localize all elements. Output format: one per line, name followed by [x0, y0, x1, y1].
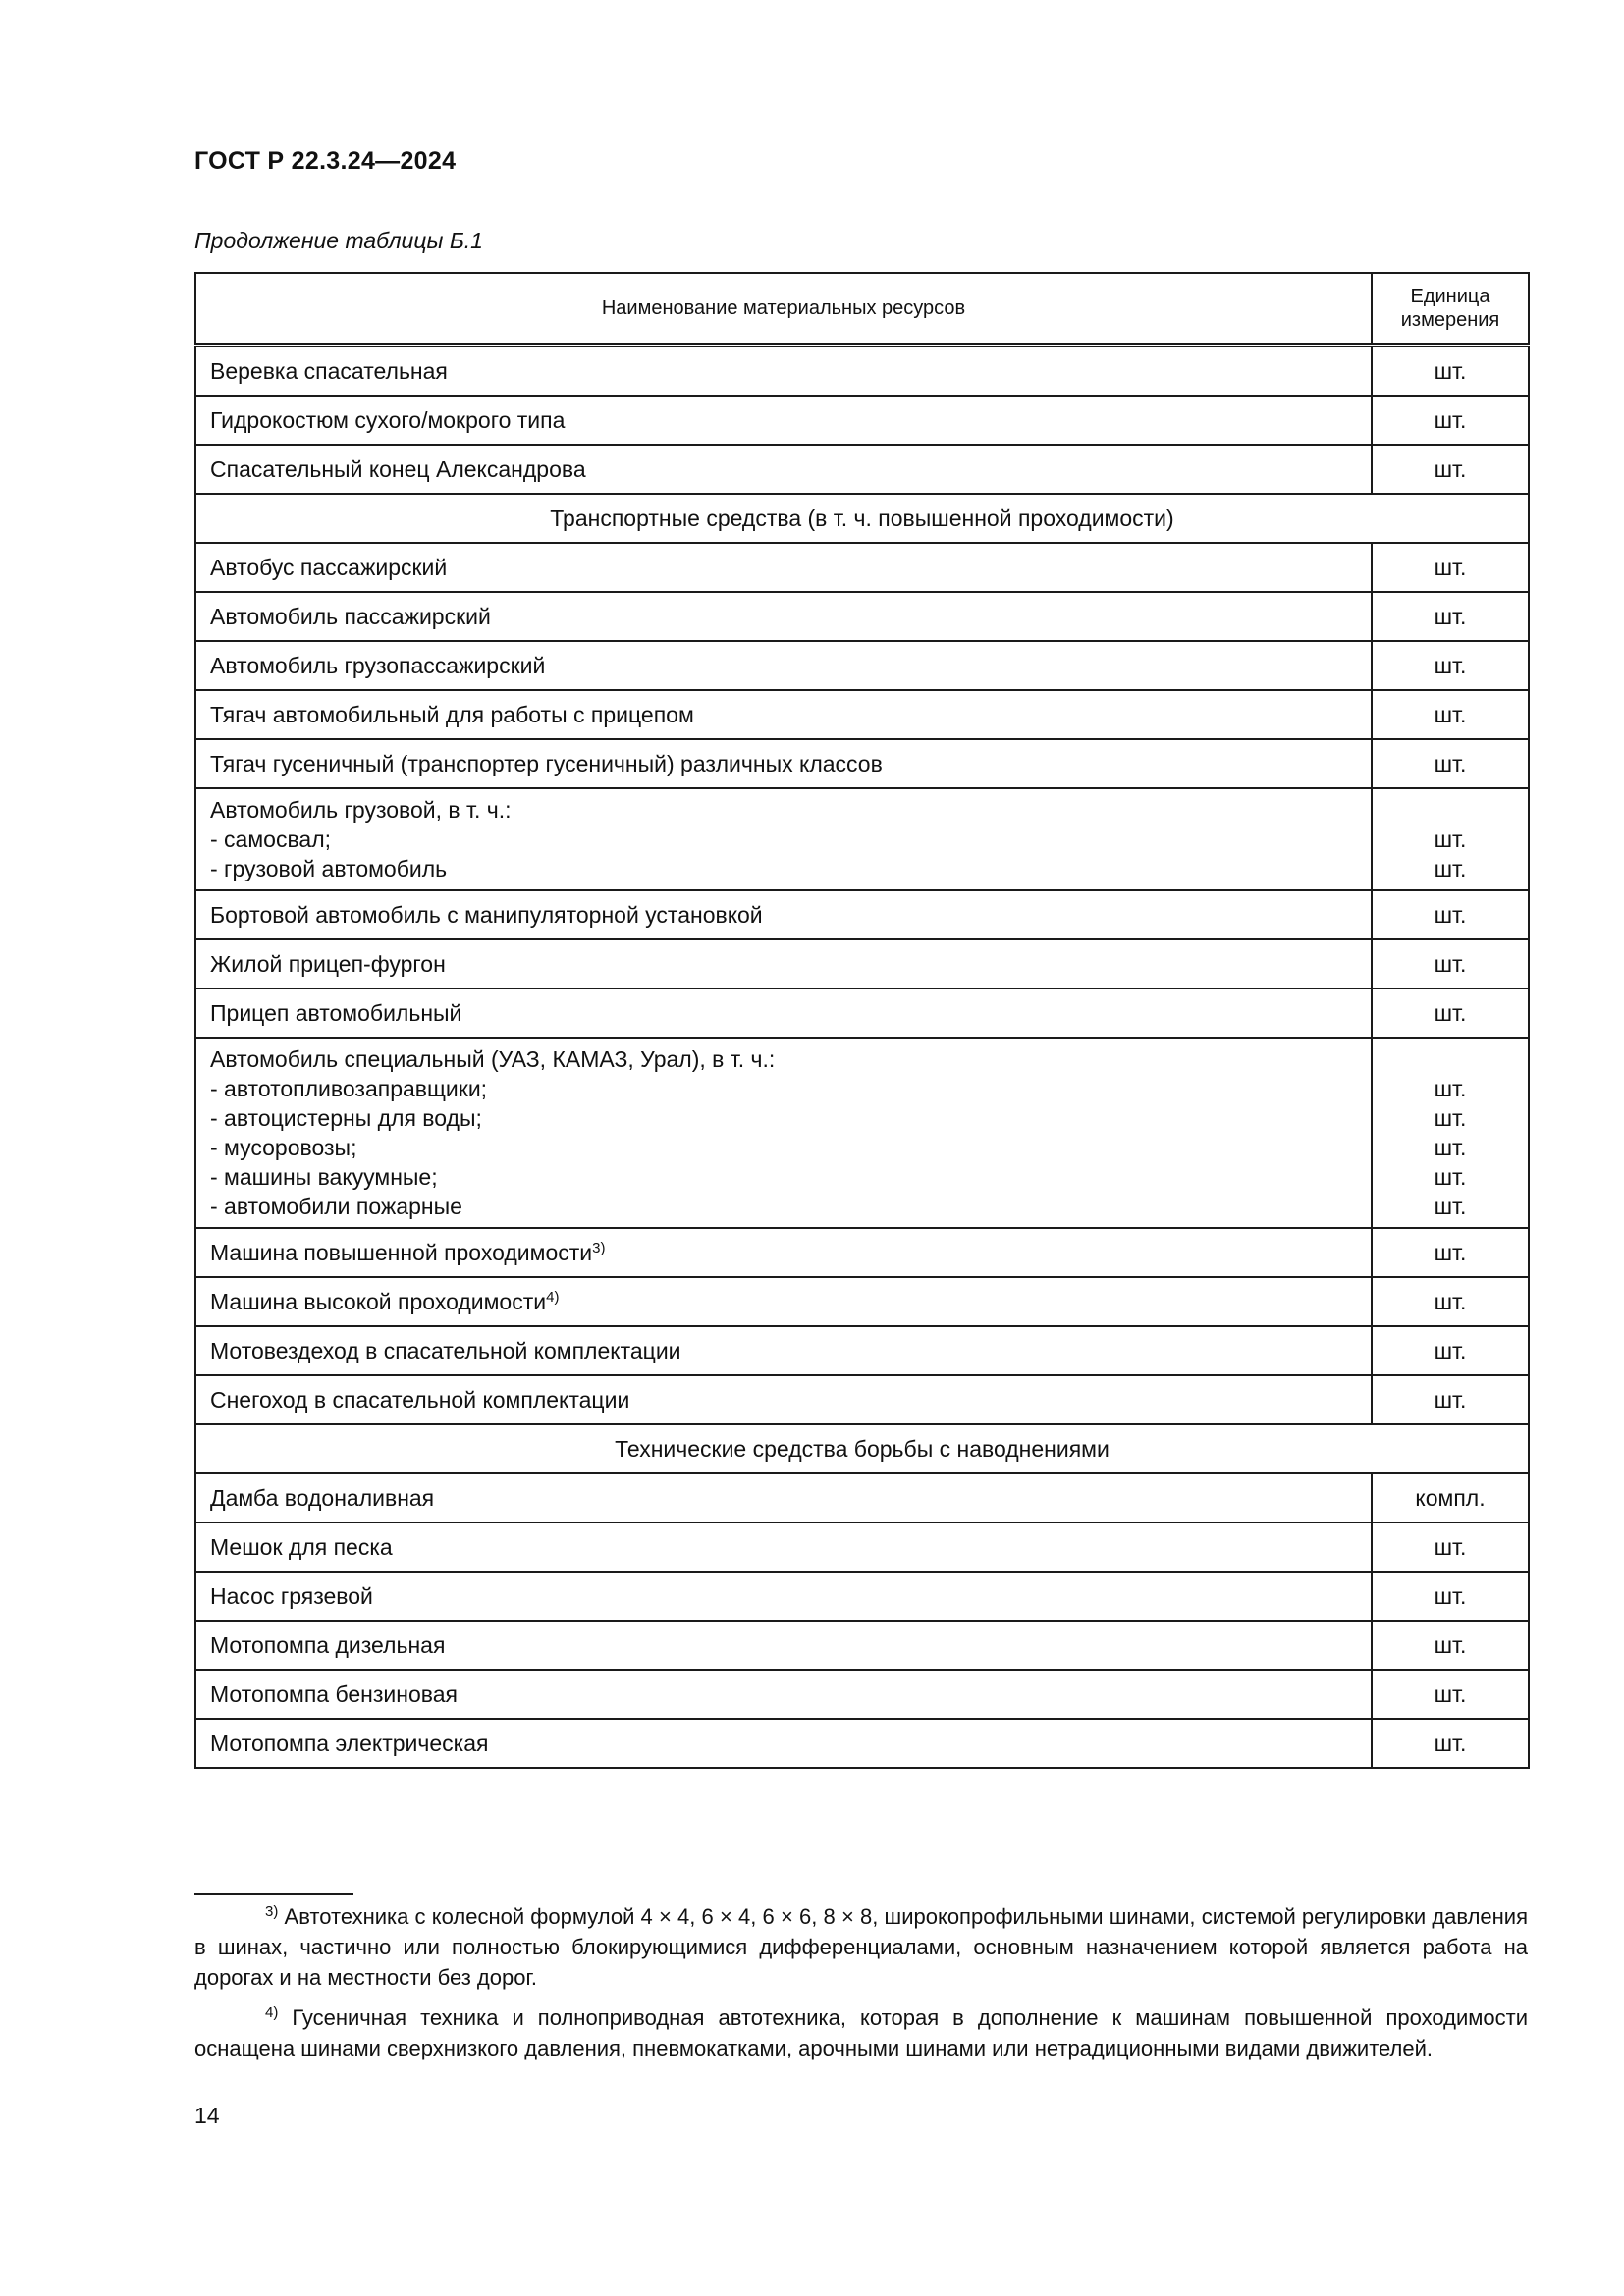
- resource-name-cell: [195, 346, 1372, 397]
- resource-name-cell: [195, 1277, 1372, 1326]
- resource-name-line: - машины вакуумные;: [210, 1164, 438, 1190]
- resource-name-cell: [195, 939, 1372, 988]
- unit-value: шт.: [1434, 1194, 1467, 1219]
- column-header-unit-line1: Единица: [1410, 286, 1490, 307]
- unit-cell: шт.: [1372, 1375, 1529, 1424]
- unit-cell: шт.: [1372, 890, 1529, 939]
- resource-name: Автобус пассажирский: [210, 555, 448, 580]
- unit-cell: шт.: [1372, 1228, 1529, 1277]
- resource-name: Мотовездеход в спасательной комплектации: [210, 1338, 681, 1363]
- resource-name: Бортовой автомобиль с манипуляторной установкой: [210, 902, 763, 928]
- resource-name-line: Автомобиль грузовой, в т. ч.:: [210, 797, 512, 823]
- resource-name-cell: [195, 1228, 1372, 1277]
- resource-name: Мотопомпа электрическая: [210, 1731, 489, 1756]
- unit-cell: шт.: [1372, 346, 1529, 397]
- resources-table: [194, 272, 1530, 1769]
- resource-name: Мешок для песка: [210, 1534, 393, 1560]
- table-body: [195, 346, 1529, 1769]
- resource-name: Мотопомпа бензиновая: [210, 1682, 458, 1707]
- unit-value: [1373, 795, 1528, 825]
- unit-value: шт.: [1434, 827, 1467, 852]
- footnote-3: [194, 1901, 1528, 1993]
- unit-cell: шт.: [1372, 739, 1529, 788]
- resource-name-line: Автомобиль специальный (УАЗ, КАМАЗ, Урал), в т. ч.:: [210, 1046, 776, 1072]
- resource-name-cell: [195, 641, 1372, 690]
- table-row: [195, 346, 1529, 397]
- unit-cell: шт.: [1372, 1522, 1529, 1572]
- section-title: Транспортные средства (в т. ч. повышенной проходимости): [195, 494, 1529, 543]
- resource-name: Насос грязевой: [210, 1583, 373, 1609]
- section-header-row: [195, 494, 1529, 543]
- resource-name-cell: [195, 1670, 1372, 1719]
- table-row: [195, 1375, 1529, 1424]
- section-header-row: [195, 1424, 1529, 1473]
- table-row: [195, 592, 1529, 641]
- unit-value: шт.: [1434, 1076, 1467, 1101]
- resource-name-cell: [195, 592, 1372, 641]
- resource-name-cell: [195, 1473, 1372, 1522]
- resource-name-line: - автотопливозаправщики;: [210, 1076, 488, 1101]
- table-row: [195, 1670, 1529, 1719]
- column-header-name: Наименование материальных ресурсов: [195, 273, 1372, 346]
- unit-cell: шт.: [1372, 1277, 1529, 1326]
- resource-name-cell: [195, 739, 1372, 788]
- table-row: [195, 890, 1529, 939]
- table-row: [195, 690, 1529, 739]
- resource-name-cell: [195, 1719, 1372, 1768]
- resource-name-line: - самосвал;: [210, 827, 332, 852]
- table-row: [195, 1326, 1529, 1375]
- resource-name: Мотопомпа дизельная: [210, 1632, 446, 1658]
- unit-cell: шт.: [1372, 939, 1529, 988]
- unit-cell: шт.: [1372, 988, 1529, 1038]
- resource-name-line: - грузовой автомобиль: [210, 856, 448, 881]
- resource-name: Машина высокой проходимости: [210, 1289, 547, 1314]
- table-row: [195, 641, 1529, 690]
- table-row: [195, 1473, 1529, 1522]
- footnote-text: Гусеничная техника и полноприводная автотехника, которая в дополнение к машинам повышенной проходимости оснащена шинами сверхнизкого давления, пневмокатками, арочными шинами или нетрадиционными видами движителей.: [194, 2005, 1528, 2060]
- footnote-4: [194, 2002, 1528, 2063]
- unit-cell: шт.: [1372, 592, 1529, 641]
- resource-name-cell: [195, 1326, 1372, 1375]
- resource-name: Тягач гусеничный (транспортер гусеничный) различных классов: [210, 751, 883, 776]
- footnote-reference: 4): [546, 1289, 560, 1306]
- unit-cell: шт.: [1372, 1670, 1529, 1719]
- section-title: Технические средства борьбы с наводнениями: [195, 1424, 1529, 1473]
- resource-name: Машина повышенной проходимости: [210, 1240, 593, 1265]
- table-caption: Продолжение таблицы Б.1: [194, 228, 483, 253]
- resource-name-cell: [195, 890, 1372, 939]
- column-header-unit-line2: измерения: [1400, 309, 1500, 331]
- table-row: [195, 1228, 1529, 1277]
- unit-cell: компл.: [1372, 1473, 1529, 1522]
- resource-name-line: - мусоровозы;: [210, 1135, 357, 1160]
- resource-name-cell: [195, 1375, 1372, 1424]
- resource-name-cell: [195, 1522, 1372, 1572]
- footnote-mark: 4): [265, 2004, 279, 2021]
- page-number: 14: [194, 2103, 220, 2128]
- unit-cell: шт.: [1372, 690, 1529, 739]
- unit-cell: шт.: [1372, 396, 1529, 445]
- resource-name: Жилой прицеп-фургон: [210, 951, 446, 977]
- footnote-mark: 3): [265, 1903, 279, 1920]
- resource-name-cell: [195, 543, 1372, 592]
- table-row: [195, 939, 1529, 988]
- resource-name-cell: [195, 396, 1372, 445]
- table-row: [195, 1522, 1529, 1572]
- unit-value: шт.: [1434, 1135, 1467, 1160]
- table-row: [195, 988, 1529, 1038]
- table-row: [195, 543, 1529, 592]
- resource-name: Снегоход в спасательной комплектации: [210, 1387, 630, 1413]
- table-row: [195, 1277, 1529, 1326]
- unit-value: шт.: [1434, 856, 1467, 881]
- resource-name-line: - автоцистерны для воды;: [210, 1105, 482, 1131]
- resource-name-cell: [195, 690, 1372, 739]
- resource-name: Автомобиль пассажирский: [210, 604, 491, 629]
- unit-cell: шт.: [1372, 1719, 1529, 1768]
- unit-cell: шт.: [1372, 445, 1529, 494]
- resource-name: Тягач автомобильный для работы с прицепом: [210, 702, 694, 727]
- table-header-row: [195, 273, 1529, 346]
- unit-value: [1373, 1044, 1528, 1074]
- table-row: [195, 788, 1529, 890]
- unit-cell: шт.: [1372, 543, 1529, 592]
- resource-name: Спасательный конец Александрова: [210, 456, 586, 482]
- footnote-text: Автотехника с колесной формулой 4 × 4, 6 × 4, 6 × 6, 8 × 8, широкопрофильными шинами, системой регулировки давления в шинах, частично или полностью блокирующимися дифференциалами, основным назначением которой является работа на дорогах и на местности без дорог.: [194, 1904, 1529, 1990]
- table-row: [195, 1621, 1529, 1670]
- resource-name: Дамба водоналивная: [210, 1485, 435, 1511]
- resource-name-cell: [195, 445, 1372, 494]
- table-row: [195, 739, 1529, 788]
- resource-name-cell: [195, 988, 1372, 1038]
- resource-name-cell: [195, 788, 1372, 890]
- resource-name-cell: [195, 1621, 1372, 1670]
- resource-name: Веревка спасательная: [210, 358, 448, 384]
- unit-cell: шт.: [1372, 641, 1529, 690]
- unit-cell: [1372, 1038, 1529, 1228]
- unit-value: шт.: [1434, 1105, 1467, 1131]
- resource-name: Автомобиль грузопассажирский: [210, 653, 546, 678]
- unit-cell: шт.: [1372, 1621, 1529, 1670]
- table-row: [195, 1038, 1529, 1228]
- document-code: ГОСТ Р 22.3.24—2024: [194, 147, 457, 175]
- resource-name-cell: [195, 1038, 1372, 1228]
- resource-name-line: - автомобили пожарные: [210, 1194, 462, 1219]
- footnote-separator: [194, 1893, 353, 1895]
- table-row: [195, 396, 1529, 445]
- resource-name: Прицеп автомобильный: [210, 1000, 462, 1026]
- unit-cell: [1372, 788, 1529, 890]
- unit-cell: шт.: [1372, 1572, 1529, 1621]
- unit-cell: шт.: [1372, 1326, 1529, 1375]
- column-header-unit: [1372, 273, 1529, 346]
- table-row: [195, 1719, 1529, 1768]
- unit-value: шт.: [1434, 1164, 1467, 1190]
- resource-name-cell: [195, 1572, 1372, 1621]
- resource-name: Гидрокостюм сухого/мокрого типа: [210, 407, 566, 433]
- footnote-reference: 3): [592, 1240, 606, 1256]
- table-row: [195, 1572, 1529, 1621]
- table-row: [195, 445, 1529, 494]
